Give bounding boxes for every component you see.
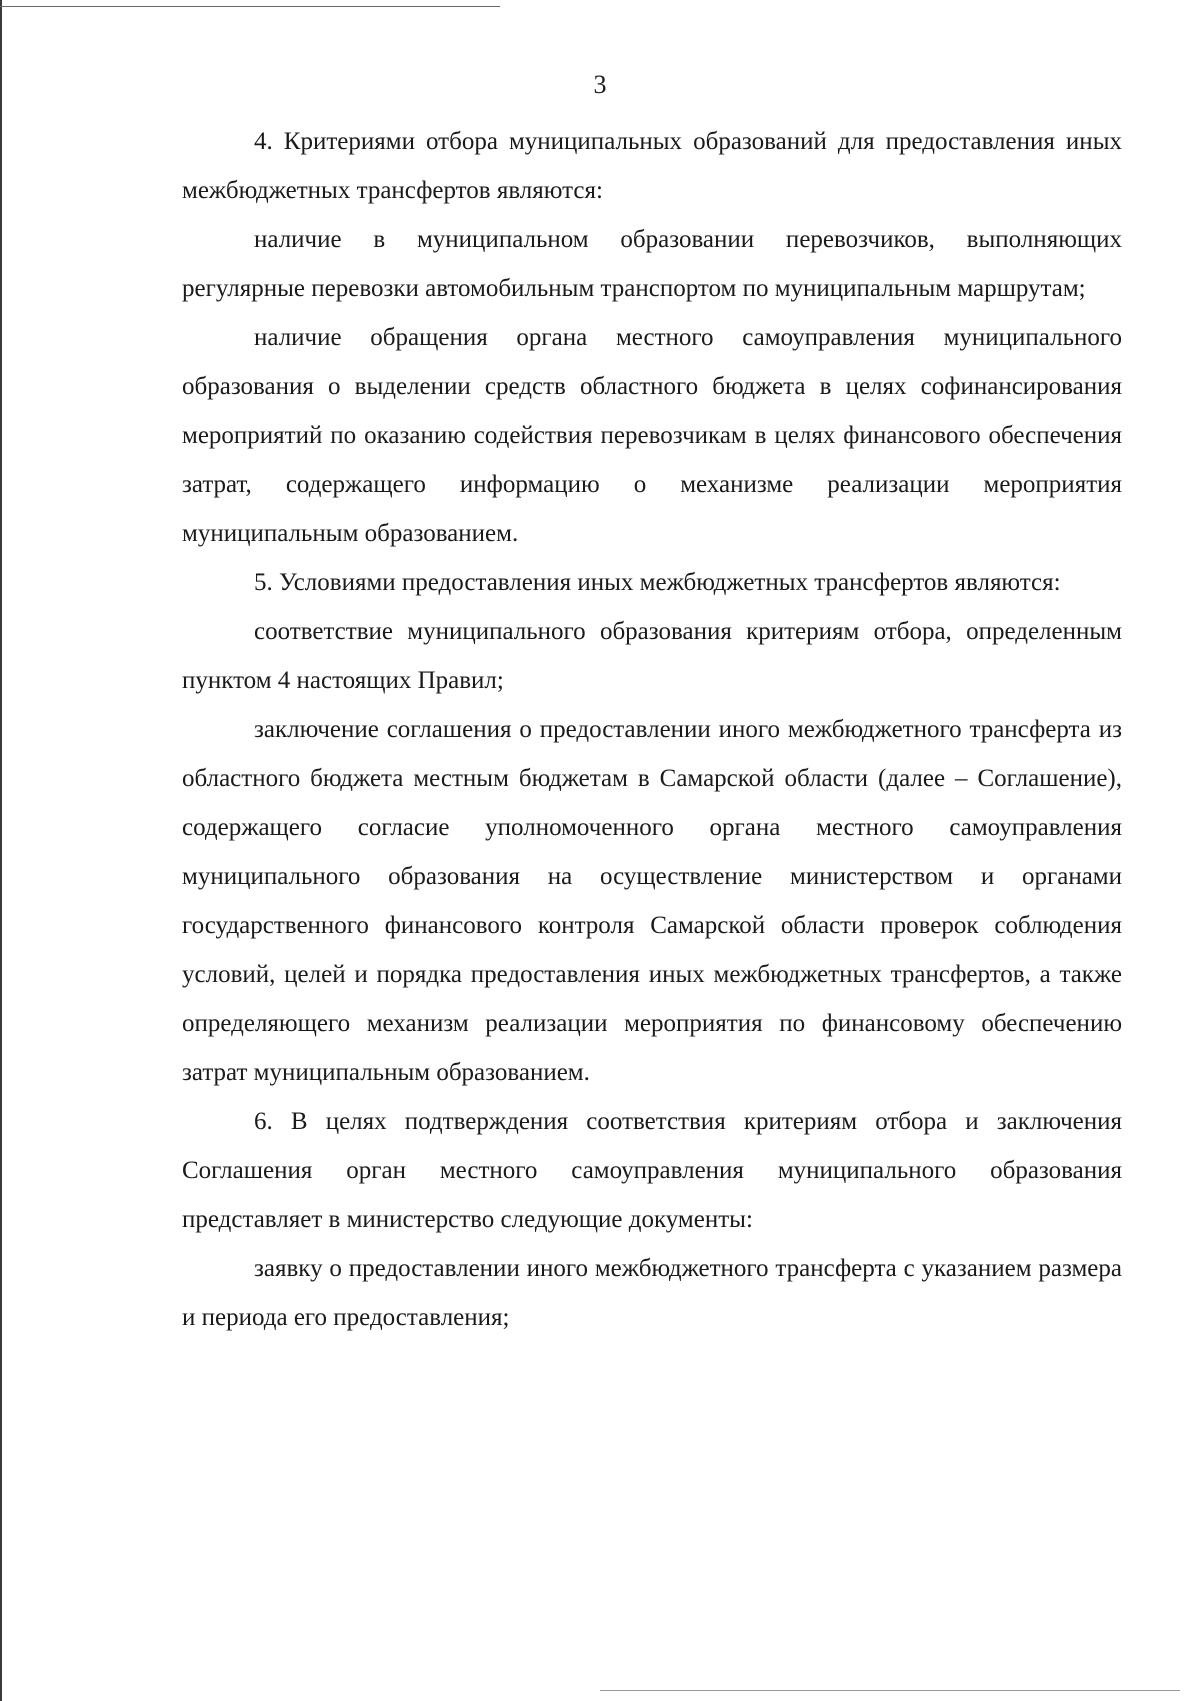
paragraph-carriers: наличие в муниципальном образовании перевозчиков, выполняющих регулярные перевозки автомобильным транспортом по муниципальным маршрутам;: [182, 226, 1122, 302]
document-body: [182, 117, 1122, 1342]
scan-edge-left: [0, 0, 2, 1701]
paragraph-documents: 6. В целях подтверждения соответствия критериям отбора и заключения Соглашения орган местного самоуправления муниципального образования представляет в министерство следующие документы:: [182, 1108, 1122, 1233]
page-number: 3: [593, 70, 607, 99]
paragraph-appeal: наличие обращения органа местного самоуправления муниципального образования о выделении средств областного бюджета в целях софинансирования мероприятий по оказанию содействия перевозчикам в целях финансового обеспечения затрат, содержащего информацию о механизме реализации мероприятия муниципальным образованием.: [182, 324, 1122, 547]
paragraph-application: заявку о предоставлении иного межбюджетного трансферта с указанием размера и периода его предоставления;: [182, 1255, 1122, 1331]
paragraph-criteria: 4. Критериями отбора муниципальных образований для предоставления иных межбюджетных трансфертов являются:: [182, 128, 1122, 204]
scan-edge-bottom: [600, 1690, 1180, 1691]
scan-edge-top: [0, 6, 500, 7]
paragraph-agreement: заключение соглашения о предоставлении иного межбюджетного трансферта из областного бюджета местным бюджетам в Самарской области (далее – Соглашение), содержащего согласие уполномоченного органа местного самоуправления муниципального образования на осуществление министерством и органами государственного финансового контроля Самарской области проверок соблюдения условий, целей и порядка предоставления иных межбюджетных трансфертов, а также определяющего механизм реализации мероприятия по финансовому обеспечению затрат муниципальным образованием.: [182, 716, 1122, 1086]
paragraph-conditions: 5. Условиями предоставления иных межбюджетных трансфертов являются:: [254, 569, 1061, 596]
paragraph-compliance: соответствие муниципального образования критериям отбора, определенным пунктом 4 настоящих Правил;: [182, 618, 1122, 694]
